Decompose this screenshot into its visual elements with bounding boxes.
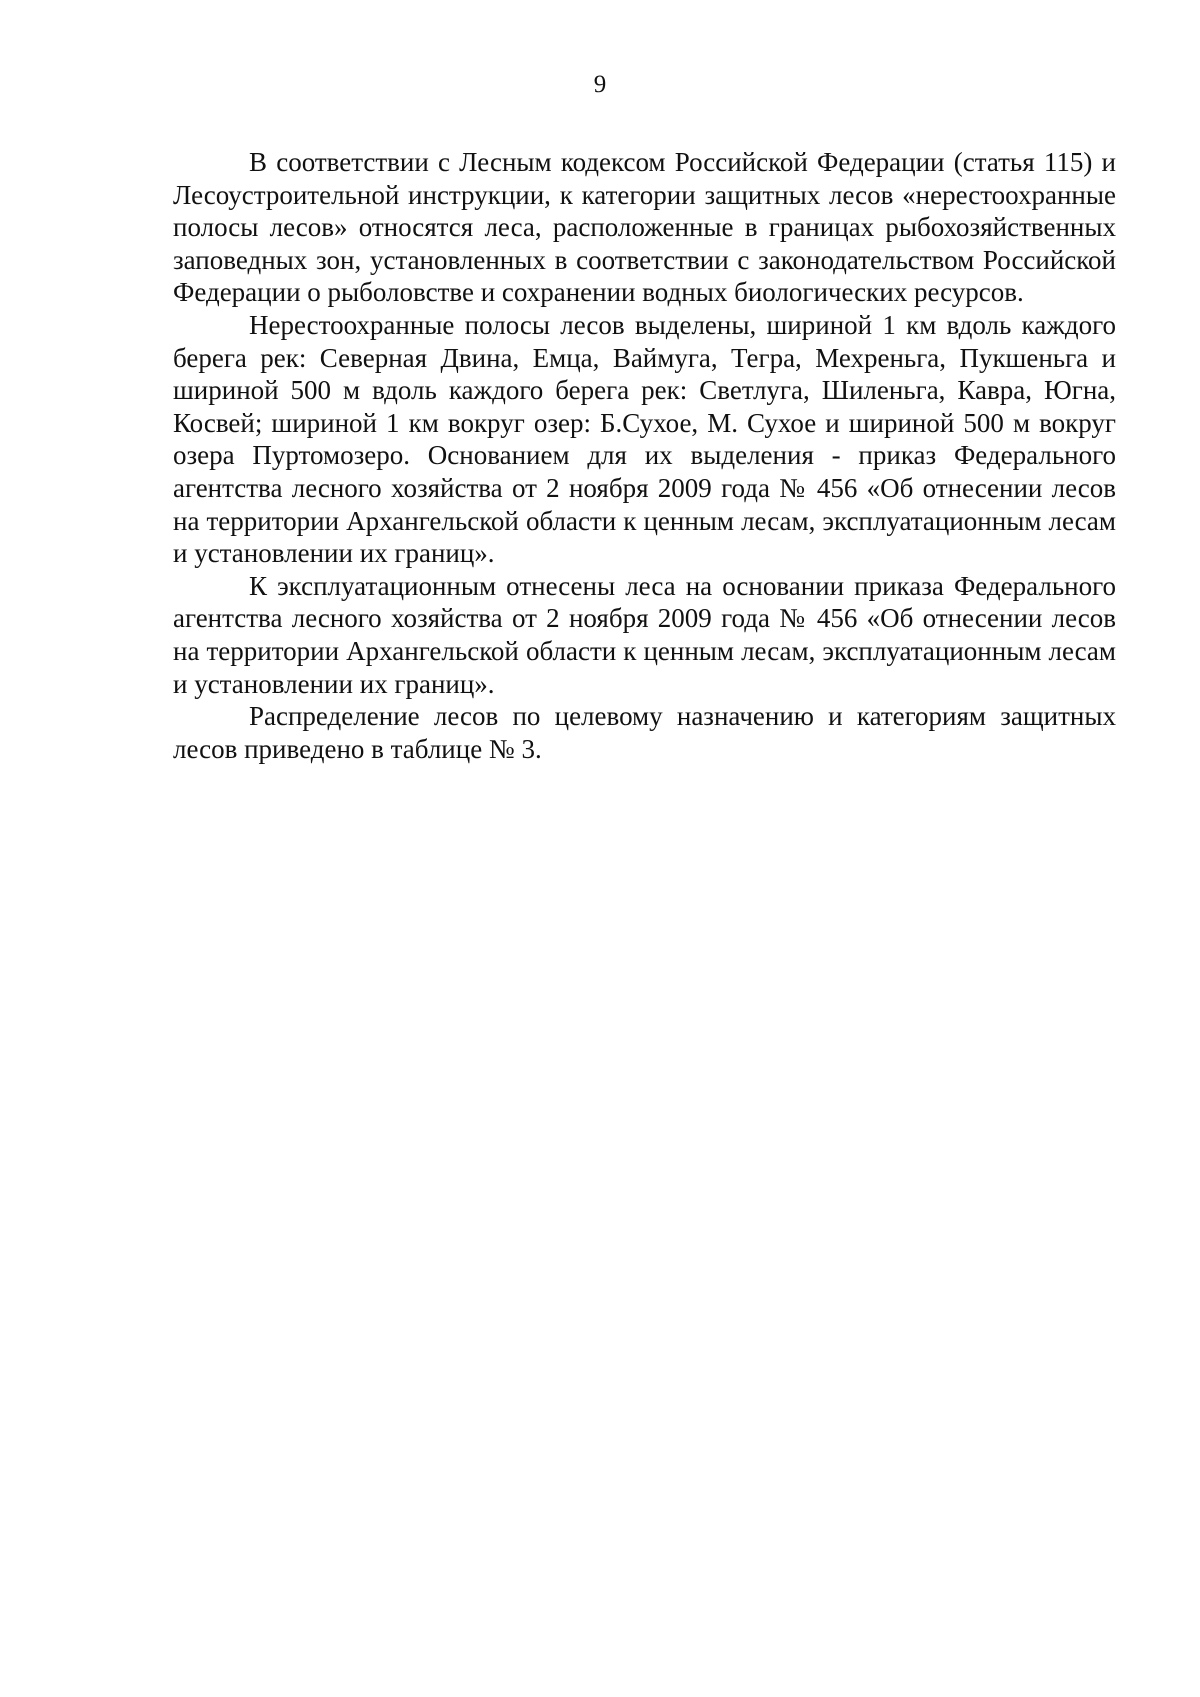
paragraph-distribution-table-ref: Распределение лесов по целевому назначению и категориям защитных лесов приведено в таблице № 3.: [173, 701, 1116, 764]
page-number: 9: [593, 71, 607, 98]
document-body: [173, 146, 1116, 765]
paragraph-exploitation-forests: К эксплуатационным отнесены леса на основании приказа Федерального агентства лесного хозяйства от 2 ноября 2009 года № 456 «Об отнесении лесов на территории Архангельской области к ценным лесам, эксплуатационным лесам и установлении их границ».: [173, 570, 1116, 699]
paragraph-protective-forests: В соответствии с Лесным кодексом Российской Федерации (статья 115) и Лесоустроительной инструкции, к категории защитных лесов «нерестоохранные полосы лесов» относятся леса, расположенные в границах рыбохозяйственных заповедных зон, установленных в соответствии с законодательством Российской Федерации о рыболовстве и сохранении водных биологических ресурсов.: [173, 147, 1116, 308]
paragraph-spawning-strips: Нерестоохранные полосы лесов выделены, шириной 1 км вдоль каждого берега рек: Северная Двина, Емца, Ваймуга, Тегра, Мехреньга, Пукшеньга и шириной 500 м вдоль каждого берега рек: Светлуга, Шиленьга, Кавра, Югна, Косвей; шириной 1 км вокруг озер: Б.Сухое, М. Сухое и шириной 500 м вокруг озера Пуртомозеро. Основанием для их выделения - приказ Федерального агентства лесного хозяйства от 2 ноября 2009 года № 456 «Об отнесении лесов на территории Архангельской области к ценным лесам, эксплуатационным лесам и установлении их границ».: [173, 309, 1116, 569]
